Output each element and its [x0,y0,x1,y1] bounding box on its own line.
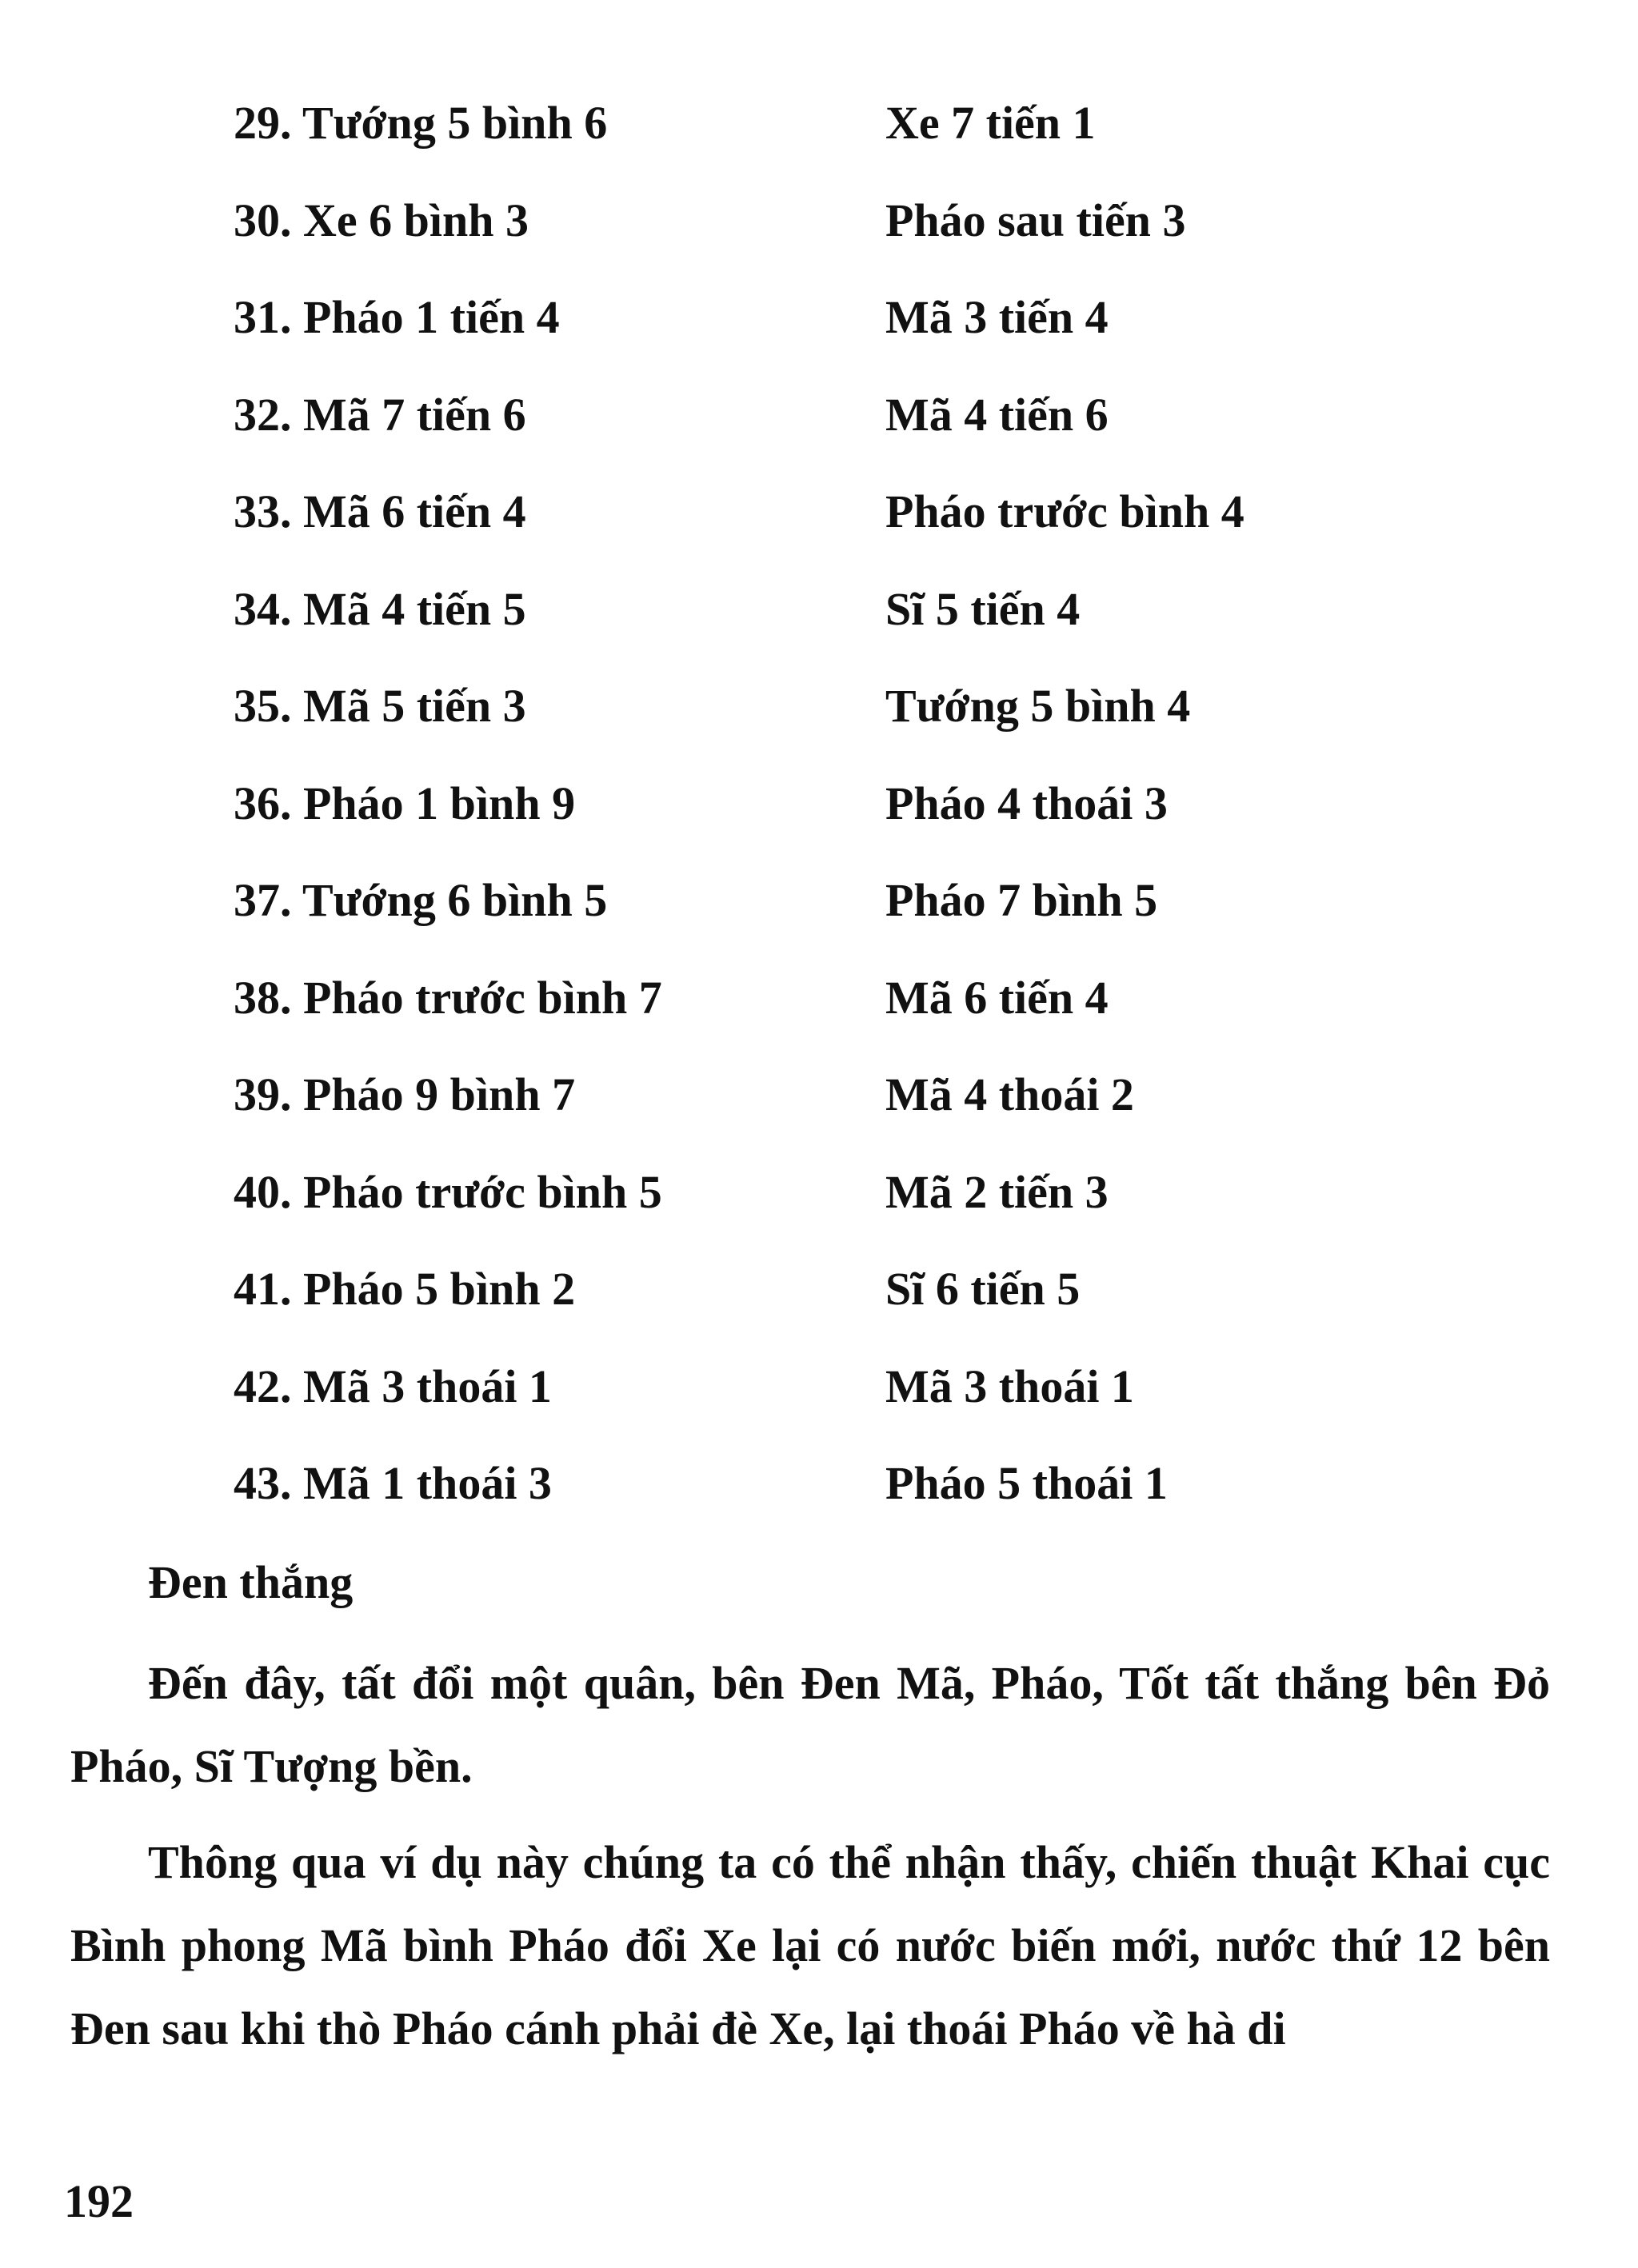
move-red: 32. Mã 7 tiến 6 [234,388,526,441]
move-red: 40. Pháo trước bình 5 [234,1165,662,1218]
move-black: Mã 4 thoái 2 [885,1068,1134,1120]
move-black: Mã 6 tiến 4 [885,971,1109,1024]
move-row [234,963,1433,1060]
move-black: Sĩ 5 tiến 4 [885,582,1081,635]
move-black: Pháo 4 thoái 3 [885,777,1168,829]
move-red: 31. Pháo 1 tiến 4 [234,291,560,343]
move-red: 41. Pháo 5 bình 2 [234,1263,576,1315]
move-row [234,186,1433,283]
move-row [234,282,1433,380]
move-red: 37. Tướng 6 bình 5 [234,874,608,926]
move-black: Pháo 7 bình 5 [885,874,1158,926]
move-black: Mã 4 tiến 6 [885,388,1109,441]
game-result: Đen thắng [148,1556,354,1608]
body-paragraph: Đến đây, tất đổi một quân, bên Đen Mã, Pháo, Tốt tất thắng bên Đỏ Pháo, Sĩ Tượng bền. [70,1657,1550,1792]
move-black: Pháo trước bình 4 [885,485,1244,537]
move-black: Mã 2 tiến 3 [885,1165,1109,1218]
move-black: Sĩ 6 tiến 5 [885,1263,1081,1315]
move-red: 33. Mã 6 tiến 4 [234,485,526,537]
move-row [234,1448,1433,1546]
move-red: 43. Mã 1 thoái 3 [234,1457,552,1509]
move-row [234,1157,1433,1255]
body-paragraph: Thông qua ví dụ này chúng ta có thể nhận thấy, chiến thuật Khai cục Bình phong Mã bình Pháo đổi Xe lại có nước biến mới, nước thứ 12 bên Đen sau khi thò Pháo cánh phải đè Xe, lại thoái Pháo về hà di [70,1836,1550,2054]
move-row [234,671,1433,769]
move-red: 35. Mã 5 tiến 3 [234,680,526,732]
move-black: Tướng 5 bình 4 [885,680,1191,732]
move-row [234,477,1433,574]
move-black: Pháo sau tiến 3 [885,194,1186,246]
move-red: 38. Pháo trước bình 7 [234,971,662,1024]
move-red: 34. Mã 4 tiến 5 [234,582,526,635]
page-number: 192 [64,2175,134,2227]
move-row [234,574,1433,672]
move-row [234,769,1433,866]
move-red: 42. Mã 3 thoái 1 [234,1360,552,1412]
move-list [234,88,1433,1546]
move-red: 39. Pháo 9 bình 7 [234,1068,576,1120]
move-row [234,1352,1433,1449]
move-row [234,1060,1433,1157]
move-black: Mã 3 thoái 1 [885,1360,1134,1412]
move-red: 29. Tướng 5 bình 6 [234,97,608,149]
move-row [234,865,1433,963]
move-black: Mã 3 tiến 4 [885,291,1109,343]
move-row [234,1254,1433,1352]
move-black: Xe 7 tiến 1 [885,97,1096,149]
move-red: 30. Xe 6 bình 3 [234,194,529,246]
move-row [234,88,1433,186]
move-red: 36. Pháo 1 bình 9 [234,777,576,829]
move-black: Pháo 5 thoái 1 [885,1457,1168,1509]
move-row [234,380,1433,477]
